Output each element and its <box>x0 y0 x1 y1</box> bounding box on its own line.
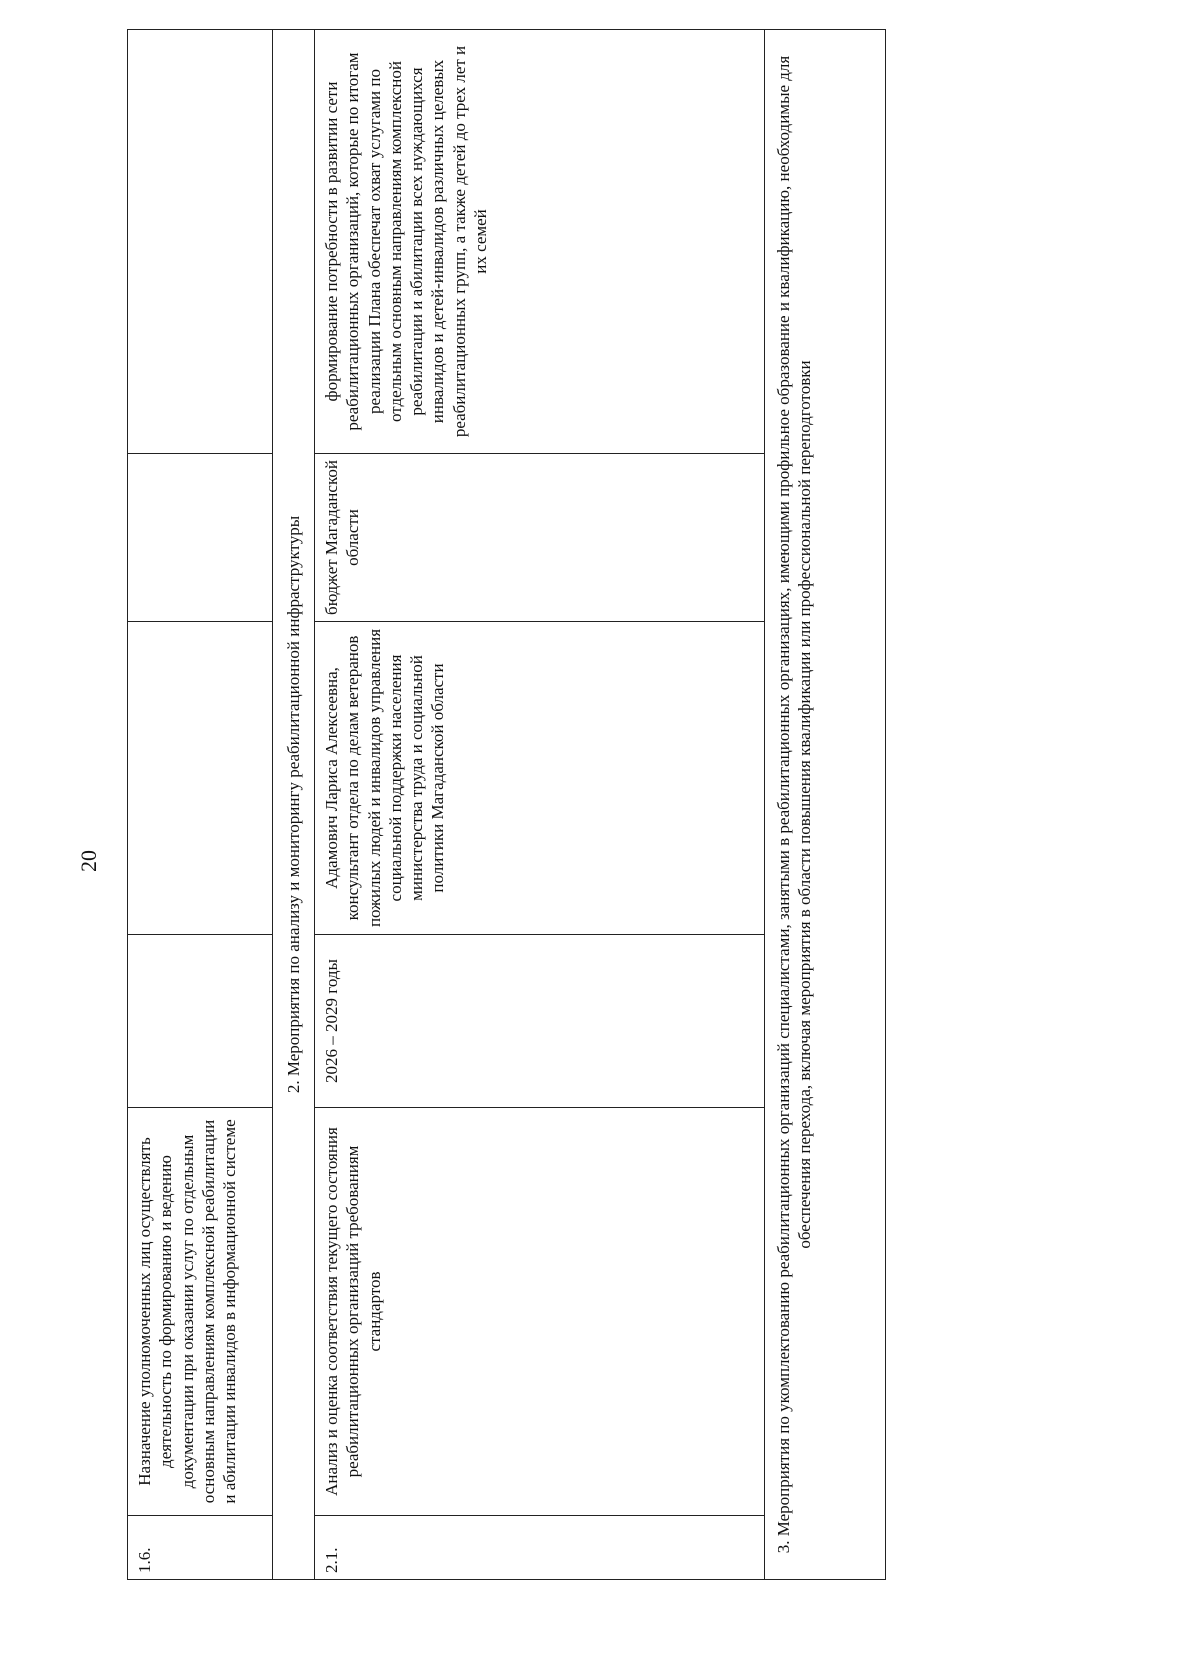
table-row <box>128 30 273 1580</box>
section-2-title: 2. Мероприятия по анализу и мониторингу реабилитационной инфраструктуры <box>273 30 315 1580</box>
plan-table-rotated <box>127 45 885 1580</box>
section-row <box>765 30 886 1580</box>
measure-name: Назначение уполномоченных лиц осуществлять деятельность по формированию и ведению документации при оказании услуг по отдельным основным направлениям комплексной реабилитации и абилитации инвалидов в информационной системе <box>128 1108 273 1516</box>
section-3-title: 3. Мероприятия по укомплектованию реабилитационных организаций специалистами, занятыми в реабилитационных организациях, имеющими профильное образование и квалификацию, необходимые для обеспечения перехода, включая мероприятия в области повышения квалификации или профессиональной переподготовки <box>765 30 886 1580</box>
plan-table <box>127 29 886 1580</box>
measure-term: 2026 – 2029 годы <box>315 935 765 1108</box>
measure-responsible: Адамович Лариса Алексеевна, консультант отдела по делам ветеранов пожилых людей и инвалидов управления социальной поддержки населения министерства труда и социальной политики Магаданской области <box>315 622 765 935</box>
section-row <box>273 30 315 1580</box>
measure-source: бюджет Магаданской области <box>315 454 765 622</box>
measure-result: формирование потребности в развитии сети реабилитационных организаций, которые по итогам реализации Плана обеспечат охват услугами по отдельным основным направлениям комплексной реабилитации и абилитации всех нуждающихся инвалидов и детей-инвалидов различных целевых реабилитационных групп, а также детей до трех лет и их семей <box>315 30 765 454</box>
row-number: 1.6. <box>128 1516 273 1580</box>
measure-name: Анализ и оценка соответствия текущего состояния реабилитационных организаций требованиям стандартов <box>315 1108 765 1516</box>
measure-source <box>128 454 273 622</box>
measure-responsible <box>128 622 273 935</box>
measure-term <box>128 935 273 1108</box>
measure-result <box>128 30 273 454</box>
table-row <box>315 30 765 1580</box>
page-number: 20 <box>76 850 101 872</box>
row-number: 2.1. <box>315 1516 765 1580</box>
